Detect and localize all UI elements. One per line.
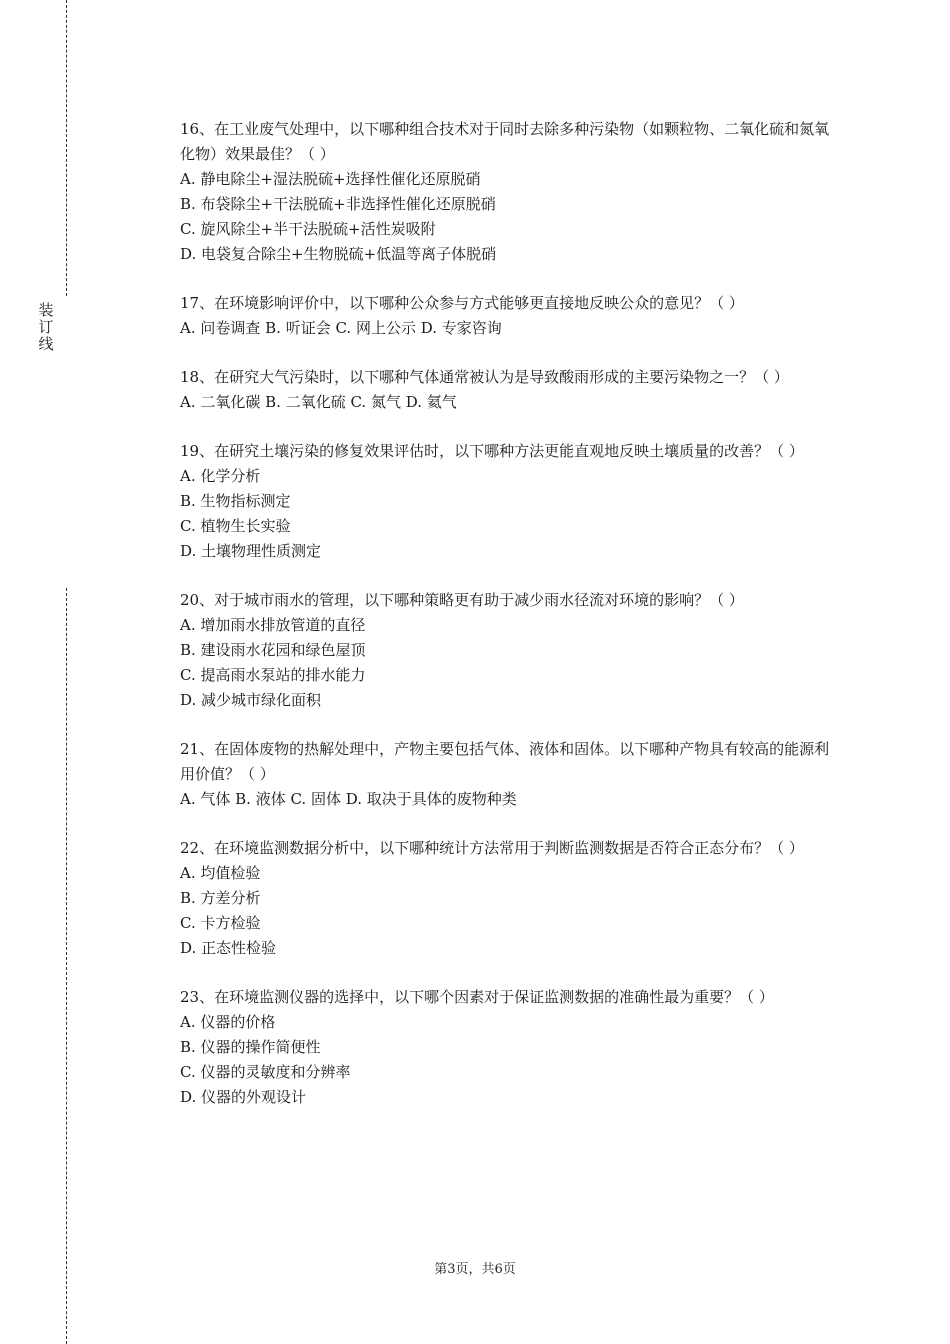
question-23: [180, 985, 840, 1110]
options-inline: A. 二氧化碳 B. 二氧化硫 C. 氮气 D. 氦气: [180, 393, 457, 411]
option-d: D. 减少城市绿化面积: [180, 691, 322, 709]
option-a: A. 化学分析: [180, 467, 261, 485]
option-b: B. 仪器的操作简便性: [180, 1038, 321, 1056]
question-text: 23、在环境监测仪器的选择中，以下哪个因素对于保证监测数据的准确性最为重要？（ ）: [180, 988, 774, 1006]
question-text: 22、在环境监测数据分析中，以下哪种统计方法常用于判断监测数据是否符合正态分布？（ ）: [180, 839, 804, 857]
option-b: B. 建设雨水花园和绿色屋顶: [180, 641, 366, 659]
question-text: 19、在研究土壤污染的修复效果评估时，以下哪种方法更能直观地反映土壤质量的改善？（ ）: [180, 442, 804, 460]
option-b: B. 方差分析: [180, 889, 261, 907]
options-inline: A. 问卷调查 B. 听证会 C. 网上公示 D. 专家咨询: [180, 319, 502, 337]
option-b: B. 布袋除尘+干法脱硫+非选择性催化还原脱硝: [180, 195, 496, 213]
question-text: 20、对于城市雨水的管理，以下哪种策略更有助于减少雨水径流对环境的影响？（ ）: [180, 591, 744, 609]
option-d: D. 正态性检验: [180, 939, 277, 957]
binding-label: [37, 302, 55, 353]
question-text: 17、在环境影响评价中，以下哪种公众参与方式能够更直接地反映公众的意见？（ ）: [180, 294, 744, 312]
question-list: [180, 117, 840, 1134]
question-20: [180, 588, 840, 713]
option-c: C. 仪器的灵敏度和分辨率: [180, 1063, 351, 1081]
option-c: C. 提高雨水泵站的排水能力: [180, 666, 366, 684]
binding-line-bottom: [66, 588, 67, 1344]
binding-char: 订: [38, 318, 54, 336]
option-c: C. 卡方检验: [180, 914, 261, 932]
option-a: A. 仪器的价格: [180, 1013, 276, 1031]
options-inline: A. 气体 B. 液体 C. 固体 D. 取决于具体的废物种类: [180, 790, 517, 808]
question-text: 21、在固体废物的热解处理中，产物主要包括气体、液体和固体。以下哪种产物具有较高的能源利用价值？（ ）: [180, 740, 830, 783]
option-a: A. 增加雨水排放管道的直径: [180, 616, 366, 634]
question-text: 18、在研究大气污染时，以下哪种气体通常被认为是导致酸雨形成的主要污染物之一？（ ）: [180, 368, 789, 386]
question-17: [180, 291, 840, 341]
option-d: D. 仪器的外观设计: [180, 1088, 307, 1106]
binding-char: 线: [38, 335, 54, 353]
binding-line-top: [66, 0, 67, 296]
question-text: 16、在工业废气处理中，以下哪种组合技术对于同时去除多种污染物（如颗粒物、二氧化硫和氮氧化物）效果最佳？（ ）: [180, 120, 830, 163]
option-a: A. 均值检验: [180, 864, 261, 882]
option-b: B. 生物指标测定: [180, 492, 291, 510]
question-22: [180, 836, 840, 961]
option-d: D. 土壤物理性质测定: [180, 542, 322, 560]
binding-char: 装: [38, 301, 54, 319]
page-number: 第3页，共6页: [434, 1262, 516, 1277]
question-19: [180, 439, 840, 564]
question-16: [180, 117, 840, 267]
option-d: D. 电袋复合除尘+生物脱硫+低温等离子体脱硝: [180, 245, 497, 263]
question-18: [180, 365, 840, 415]
question-21: [180, 737, 840, 812]
option-a: A. 静电除尘+湿法脱硫+选择性催化还原脱硝: [180, 170, 481, 188]
option-c: C. 植物生长实验: [180, 517, 291, 535]
option-c: C. 旋风除尘+半干法脱硫+活性炭吸附: [180, 220, 436, 238]
